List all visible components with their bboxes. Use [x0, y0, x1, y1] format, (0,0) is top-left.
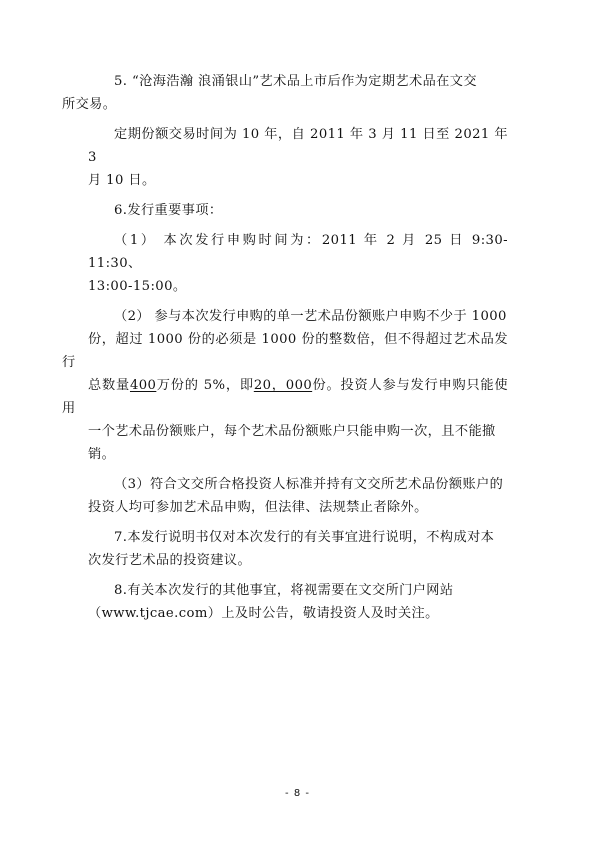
text-fragment: 万份的 5%，即 [156, 378, 254, 393]
paragraph-6-heading [88, 199, 508, 222]
paragraph-5-trading-period [88, 123, 508, 192]
paragraph-7 [88, 526, 508, 572]
page-number: - 8 - [285, 788, 310, 799]
text-line: （3）符合文交所合格投资人标准并持有文交所艺术品份额账户的 [114, 477, 504, 492]
text-fragment: 总数量 [88, 378, 130, 393]
text-line: 月 10 日。 [88, 173, 156, 188]
text-line: 次发行艺术品的投资建议。 [88, 553, 252, 568]
text-line: （www.tjcae.com）上及时公告，敬请投资人及时关注。 [88, 606, 439, 621]
text-line: 定期份额交易时间为 10 年，自 2011 年 3 月 11 日至 2021 年 3 [88, 127, 508, 165]
text-line: 份，超过 1000 份的必须是 1000 份的整数倍，但不得超过艺术品发行 [62, 332, 508, 370]
text-line: 13:00-15:00。 [88, 279, 187, 294]
paragraph-6-item-3 [88, 473, 508, 519]
text-line: 8.有关本次发行的其他事宜，将视需要在文交所门户网站 [114, 583, 454, 598]
text-line: 一个艺术品份额账户，每个艺术品份额账户只能申购一次，且不能撤 [88, 424, 496, 439]
text-line: 投资人均可参加艺术品申购，但法律、法规禁止者除外。 [88, 500, 428, 515]
underlined-quantity: 20，000 [253, 378, 313, 393]
text-line: （2） 参与本次发行申购的单一艺术品份额账户申购不少于 1000 [114, 309, 507, 324]
text-line: 销。 [88, 447, 116, 462]
paragraph-5 [62, 70, 508, 116]
text-line: （1） 本次发行申购时间为：2011 年 2 月 25 日 9:30-11:30、 [88, 233, 508, 271]
paragraph-6-item-1 [88, 229, 508, 298]
document-body [62, 70, 508, 632]
text-line: 所交易。 [62, 97, 117, 112]
text-line: 5. “沧海浩瀚 浪涌银山”艺术品上市后作为定期艺术品在文交 [114, 74, 477, 89]
text-line: 6.发行重要事项： [114, 203, 223, 218]
text-fragment: 份。投资人参与发行申购只能使用 [62, 378, 508, 416]
paragraph-6-item-2 [62, 305, 508, 466]
underlined-quantity: 400 [129, 378, 157, 393]
text-line: 7.本发行说明书仅对本次发行的有关事宜进行说明，不构成对本 [114, 530, 495, 545]
text-line [62, 374, 508, 420]
paragraph-8 [88, 579, 508, 625]
